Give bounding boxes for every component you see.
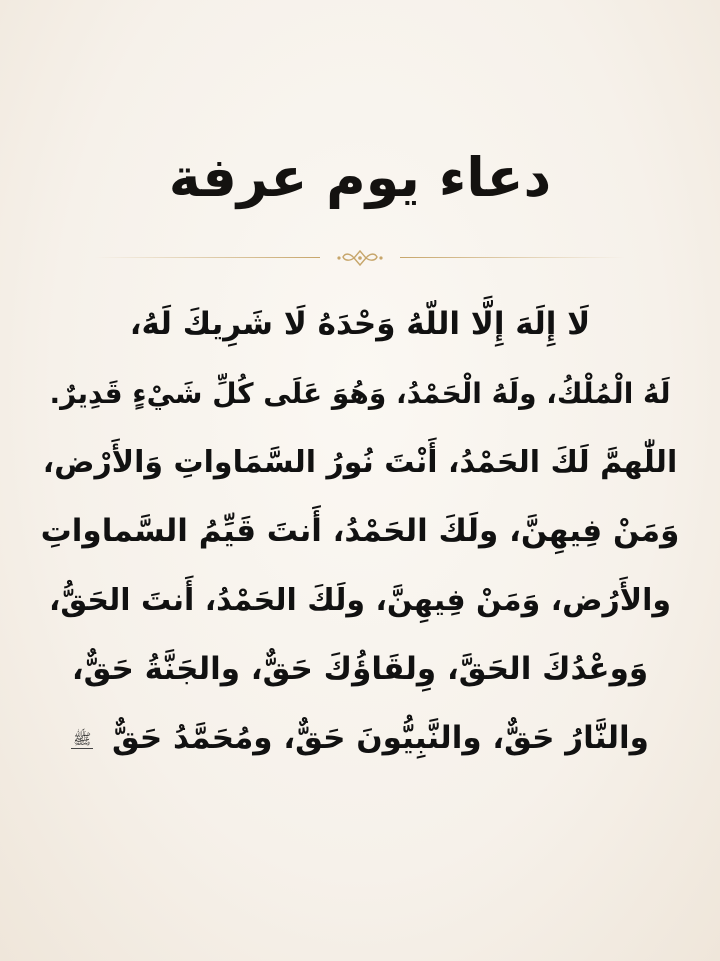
dua-line-text: والنَّارُ حَقٌّ، والنَّبِيُّونَ حَقٌّ، ومُحَمَّدُ حَقٌّ — [111, 720, 649, 756]
dua-line-last — [40, 704, 680, 773]
dua-text — [40, 290, 680, 773]
divider-line-left — [95, 257, 320, 258]
ornament-icon — [335, 248, 385, 268]
ornamental-divider — [95, 248, 625, 268]
salawat-seal-icon: ﷺ — [73, 730, 92, 748]
dua-line: اللّٰهمَّ لَكَ الحَمْدُ، أَنْتَ نُورُ السَّمَاواتِ وَالأَرْض، — [42, 445, 678, 480]
dua-line: لَهُ الْمُلْكُ، ولَهُ الْحَمْدُ، وَهُوَ عَلَى كُلِّ شَيْءٍ قَدِيرٌ. — [49, 377, 671, 410]
page-title: دعاء يوم عرفة — [168, 146, 552, 209]
dua-line: لَا إِلَهَ إِلَّا اللّهُ وَحْدَهُ لَا شَرِيكَ لَهُ، — [129, 306, 591, 342]
divider-line-right — [400, 257, 625, 258]
dua-line: وَمَنْ فِيهِنَّ، ولَكَ الحَمْدُ، أَنتَ قَيِّمُ السَّماواتِ — [40, 513, 680, 549]
dua-line: وَوعْدُكَ الحَقَّ، وِلقَاؤُكَ حَقٌّ، والجَنَّةُ حَقٌّ، — [71, 651, 649, 687]
dua-line: والأَرُض، وَمَنْ فِيهِنَّ، ولَكَ الحَمْدُ، أَنتَ الحَقُّ، — [48, 583, 672, 618]
